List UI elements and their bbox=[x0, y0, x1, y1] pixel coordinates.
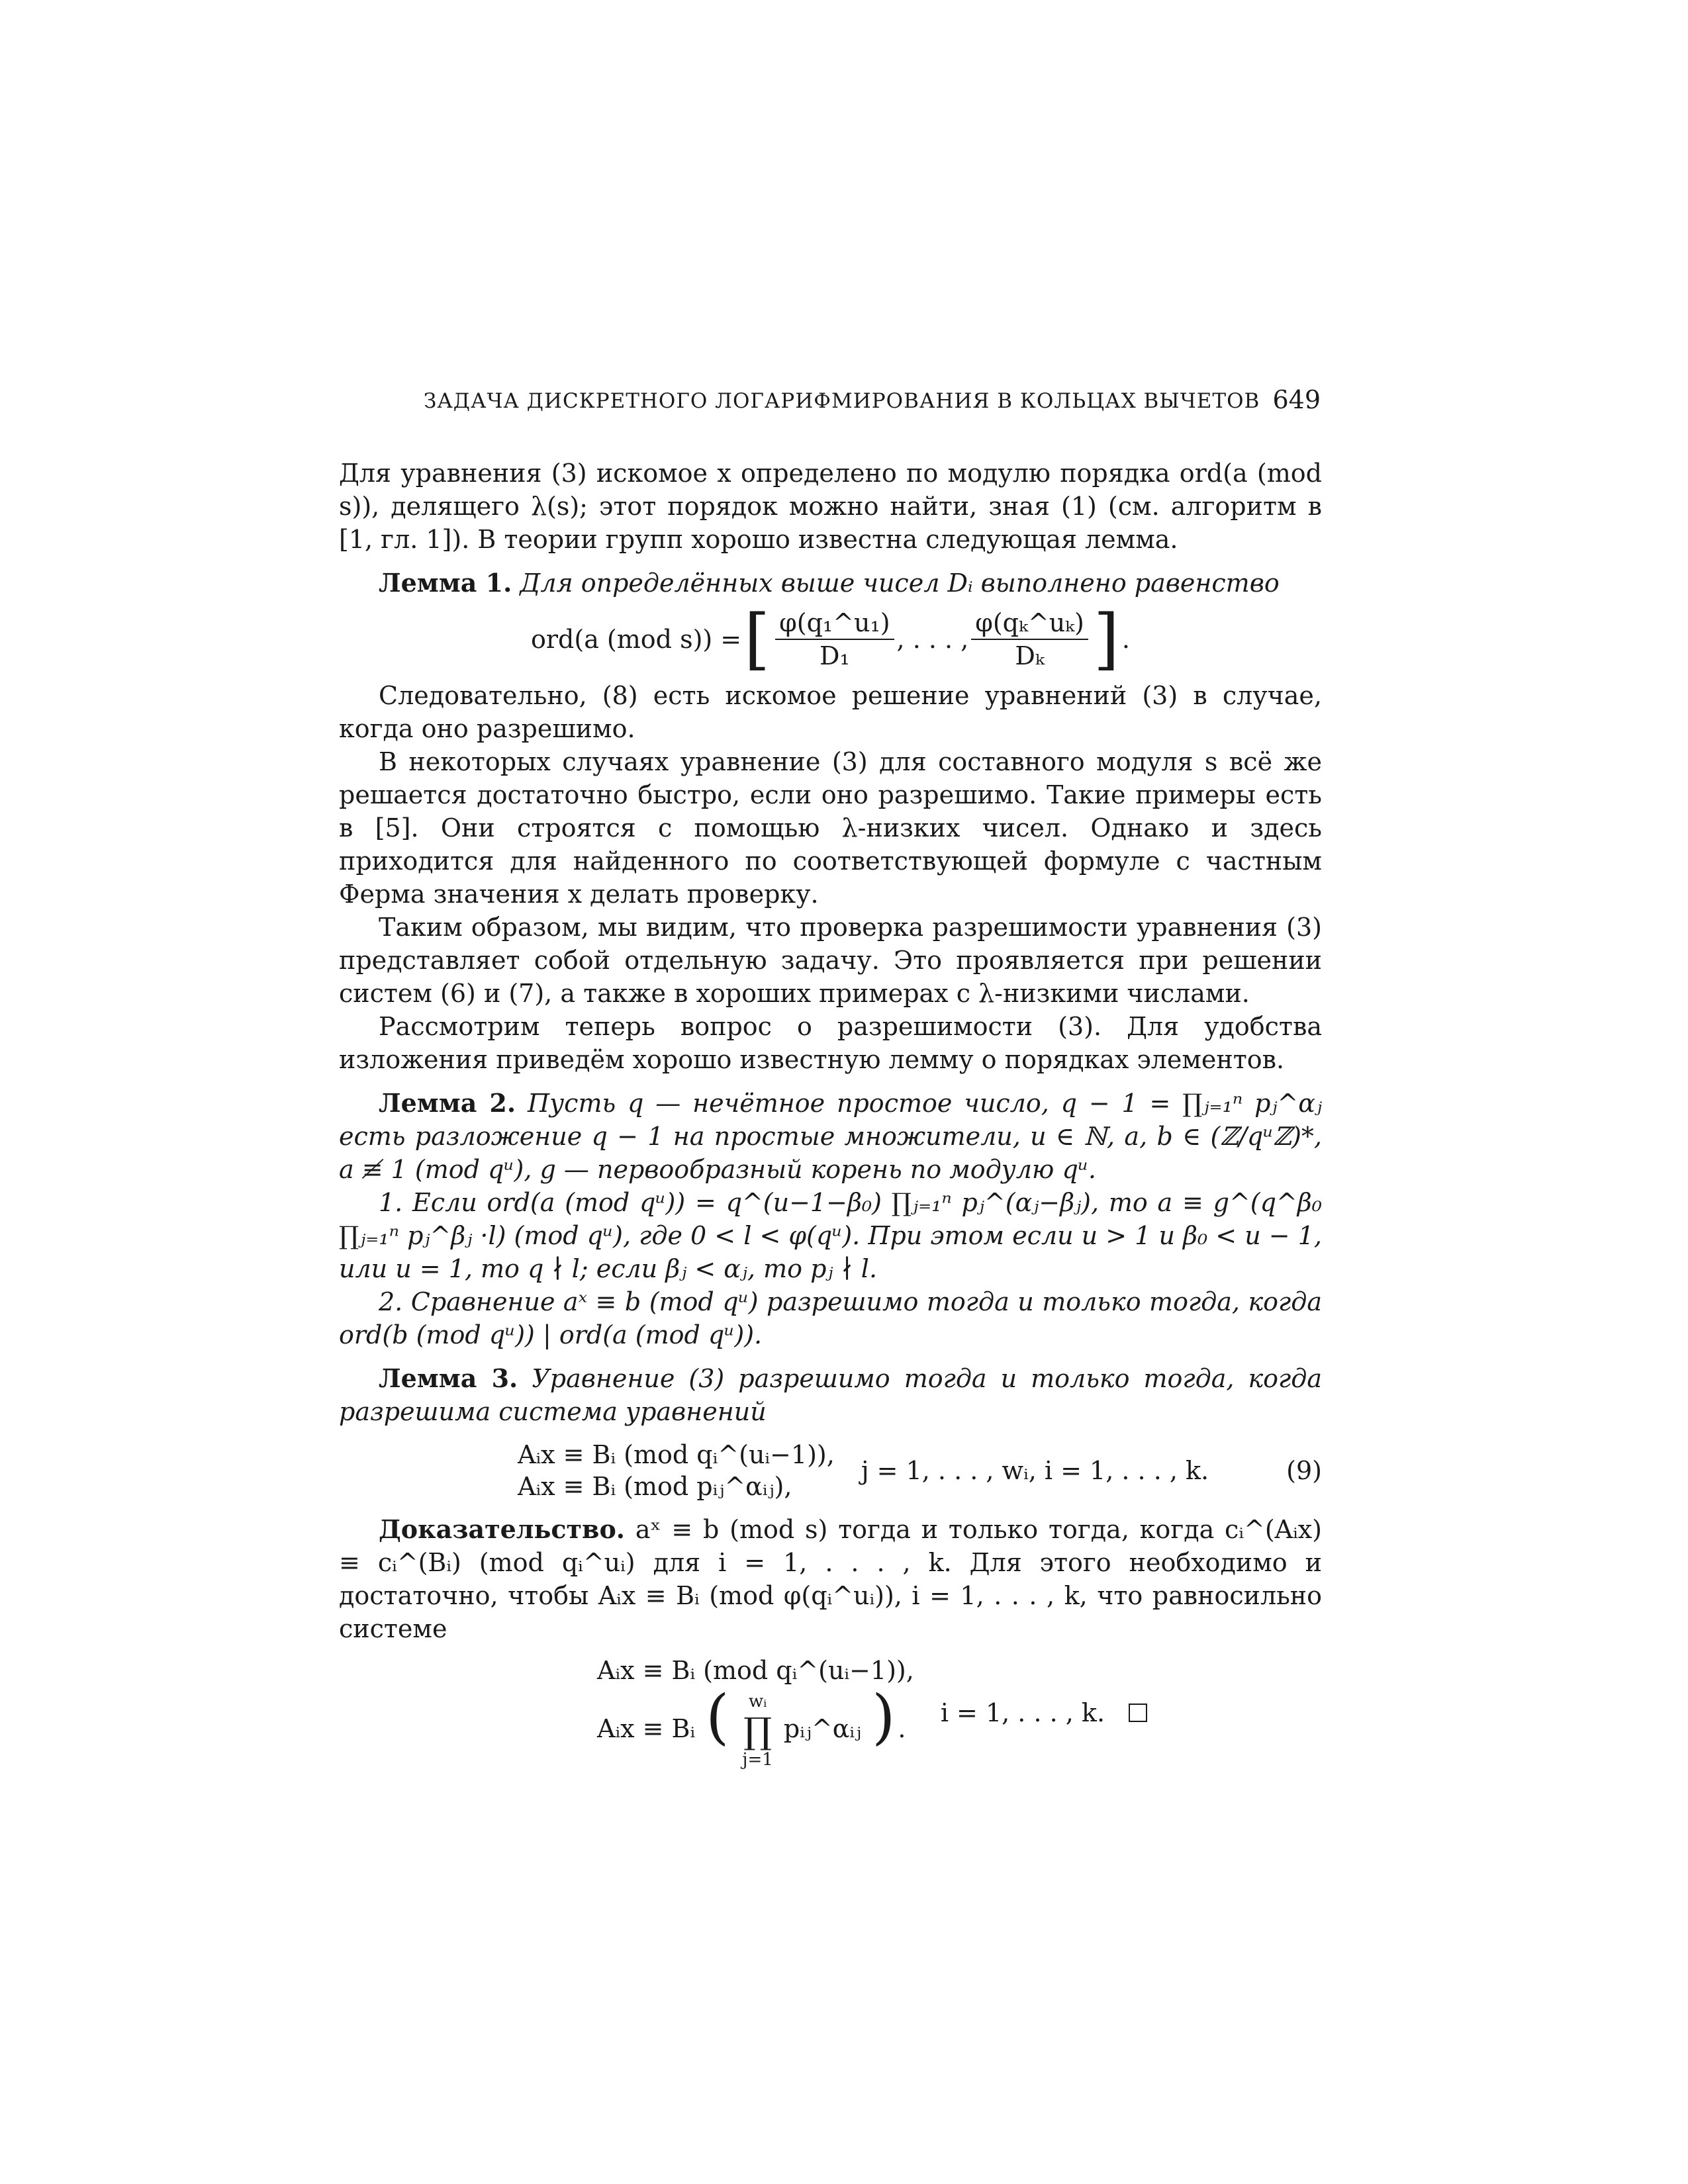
proof-system-line-2-lhs: Aᵢx ≡ Bᵢ bbox=[597, 1714, 696, 1743]
lemma-1-head: Лемма 1. bbox=[379, 568, 512, 598]
system-9-line-2: Aᵢx ≡ Bᵢ (mod pᵢⱼ^αᵢⱼ), bbox=[518, 1472, 792, 1501]
left-paren: ( bbox=[706, 1682, 729, 1752]
fraction-last-denominator: Dₖ bbox=[1015, 641, 1045, 670]
product-lower-limit: j=1 bbox=[742, 1750, 773, 1770]
right-bracket: ] bbox=[1093, 600, 1119, 678]
lemma-2-item-2: 2. Сравнение aˣ ≡ b (mod qᵘ) разрешимо тогда и только тогда, когда ord(b (mod qᵘ)) | ord(a (mod qᵘ)). bbox=[339, 1287, 1322, 1349]
lemma-1 bbox=[339, 567, 1322, 600]
left-bracket: [ bbox=[744, 600, 771, 678]
paragraph-4: Таким образом, мы видим, что проверка разрешимости уравнения (3) представляет собой отдельную задачу. Это проявляется при решении систем (6) и (7), а также в хороших примерах с λ-низкими числами. bbox=[339, 913, 1322, 1008]
lemma-3 bbox=[339, 1362, 1322, 1428]
lemma-3-statement: Уравнение (3) разрешимо тогда и только тогда, когда разрешима система уравнений bbox=[339, 1364, 1322, 1426]
proof bbox=[339, 1513, 1322, 1645]
proof-system-lines bbox=[597, 1656, 914, 1770]
formula-dots: , . . . , bbox=[896, 625, 969, 654]
system-9 bbox=[339, 1440, 1322, 1501]
proof-system-range: i = 1, . . . , k. bbox=[940, 1698, 1105, 1727]
running-header bbox=[424, 385, 1321, 421]
fraction-last-numerator: φ(qₖ^uₖ) bbox=[971, 608, 1088, 640]
fraction-last bbox=[971, 608, 1088, 670]
paragraph-1: Для уравнения (3) искомое x определено по модулю порядка ord(a (mod s)), делящего λ(s); этот порядок можно найти, зная (1) (см. алгоритм в [1, гл. 1]). В теории групп хорошо известна следующая лемма. bbox=[339, 459, 1322, 554]
lemma-2-head: Лемма 2. bbox=[379, 1088, 516, 1118]
fraction-first-numerator: φ(q₁^u₁) bbox=[775, 608, 894, 640]
right-paren: ) bbox=[872, 1682, 896, 1752]
product-upper-limit: wᵢ bbox=[748, 1692, 767, 1712]
system-9-lines bbox=[518, 1440, 835, 1501]
fraction-first-denominator: D₁ bbox=[819, 641, 850, 670]
qed-square-icon bbox=[1129, 1704, 1147, 1722]
lemma-1-formula bbox=[339, 600, 1322, 678]
system-9-line-1: Aᵢx ≡ Bᵢ (mod qᵢ^(uᵢ−1)), bbox=[518, 1440, 835, 1469]
system-9-range: j = 1, . . . , wᵢ, i = 1, . . . , k. bbox=[861, 1456, 1209, 1485]
formula-end: . bbox=[1121, 625, 1130, 654]
fraction-first bbox=[775, 608, 894, 670]
proof-system-line-2: Aᵢx ≡ Bᵢ ( wᵢ ∏ j=1 pᵢⱼ^αᵢⱼ ) . bbox=[597, 1682, 906, 1770]
lemma-1-statement: Для определённых выше чисел Dᵢ выполнено равенство bbox=[520, 569, 1280, 598]
product-operator bbox=[742, 1692, 773, 1770]
proof-text: aˣ ≡ b (mod s) тогда и только тогда, когда cᵢ^(Aᵢx) ≡ cᵢ^(Bᵢ) (mod qᵢ^uᵢ) для i = 1, . . . , k. Для этого необходимо и достаточно, чтобы Aᵢx ≡ Bᵢ (mod φ(qᵢ^uᵢ)), i = 1, . . . , k, что равносильно системе bbox=[339, 1515, 1322, 1643]
paragraph-5: Рассмотрим теперь вопрос о разрешимости (3). Для удобства изложения приведём хорошо известную лемму о порядках элементов. bbox=[339, 1012, 1322, 1074]
lemma-3-head: Лемма 3. bbox=[379, 1363, 518, 1393]
proof-system bbox=[597, 1656, 1322, 1770]
equation-number-9: (9) bbox=[1286, 1456, 1322, 1485]
paragraph-2: Следовательно, (8) есть искомое решение уравнений (3) в случае, когда оно разрешимо. bbox=[339, 681, 1322, 743]
formula-lhs: ord(a (mod s)) = bbox=[531, 625, 742, 654]
proof-system-line-1: Aᵢx ≡ Bᵢ (mod qᵢ^(uᵢ−1)), bbox=[597, 1656, 914, 1685]
lemma-2-statement: Пусть q — нечётное простое число, q − 1 = ∏ⱼ₌₁ⁿ pⱼ^αⱼ есть разложение q − 1 на простые множители, u ∈ ℕ, a, b ∈ (ℤ/qᵘℤ)*, a ≢ 1 (mod qᵘ), g — первообразный корень по модулю qᵘ. bbox=[339, 1089, 1322, 1184]
page-number: 649 bbox=[1272, 385, 1321, 414]
lemma-2-item-1: 1. Если ord(a (mod qᵘ)) = q^(u−1−β₀) ∏ⱼ₌₁ⁿ pⱼ^(αⱼ−βⱼ), то a ≡ g^(q^β₀ ∏ⱼ₌₁ⁿ pⱼ^βⱼ ·l) (mod qᵘ), где 0 < l < φ(qᵘ). При этом если u > 1 и β₀ < u − 1, или u = 1, то q ∤ l; если βⱼ < αⱼ, то pⱼ ∤ l. bbox=[339, 1188, 1322, 1283]
lemma-2 bbox=[339, 1087, 1322, 1186]
body-text bbox=[339, 457, 1322, 1770]
proof-head: Доказательство. bbox=[379, 1514, 626, 1544]
product-term: pᵢⱼ^αᵢⱼ bbox=[783, 1714, 862, 1743]
running-title: ЗАДАЧА ДИСКРЕТНОГО ЛОГАРИФМИРОВАНИЯ В КОЛЬЦАХ ВЫЧЕТОВ bbox=[424, 389, 1260, 413]
product-symbol: ∏ bbox=[743, 1709, 773, 1752]
paragraph-3: В некоторых случаях уравнение (3) для составного модуля s всё же решается достаточно быстро, если оно разрешимо. Такие примеры есть в [5]. Они строятся с помощью λ-низких чисел. Однако и здесь приходится для найденного по соответствующей формуле с частным Ферма значения x делать проверку. bbox=[339, 747, 1322, 909]
